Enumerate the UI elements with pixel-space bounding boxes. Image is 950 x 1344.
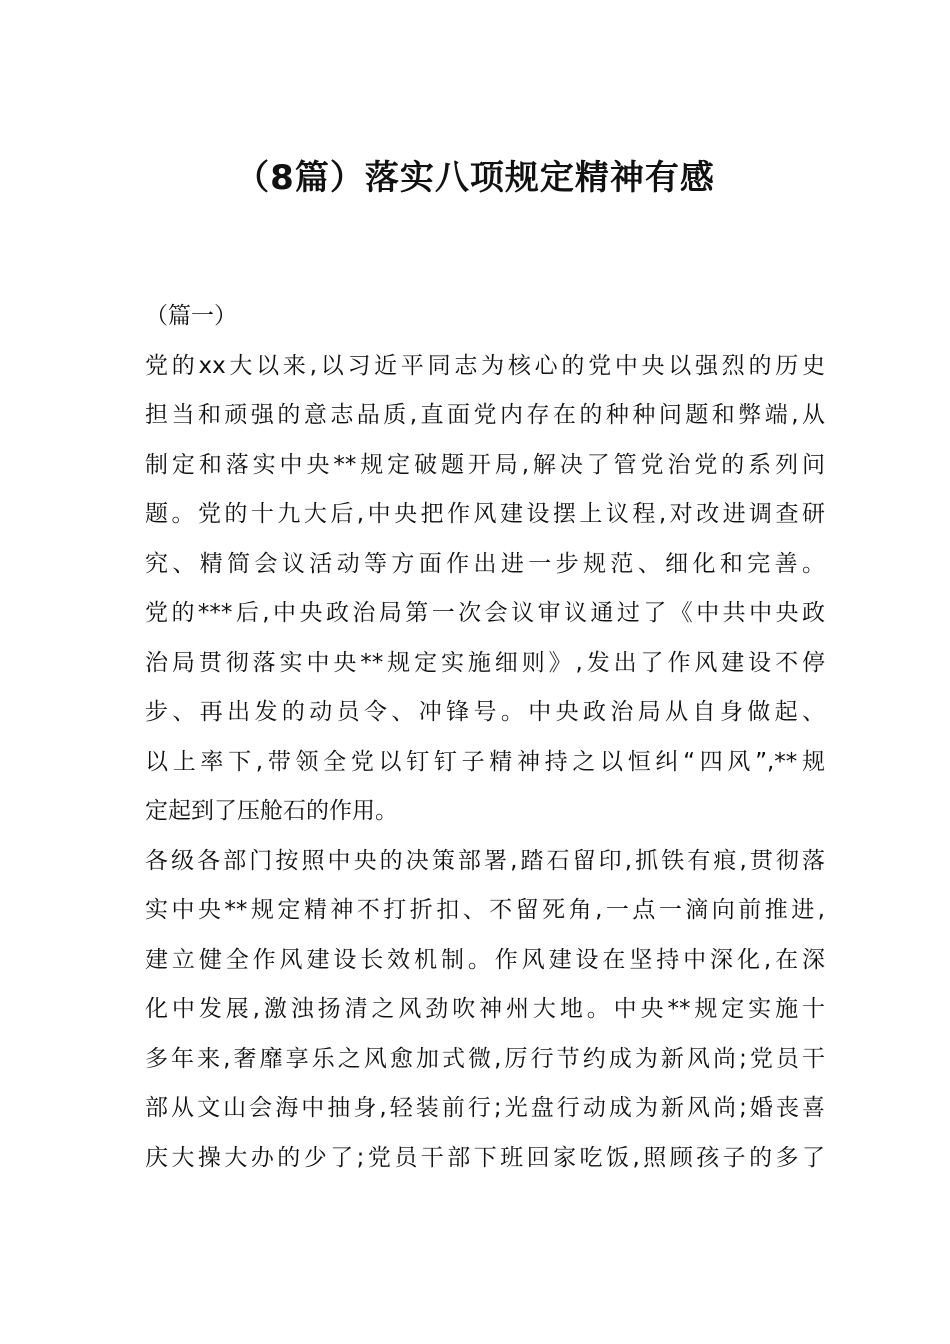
text-line: 治局贯彻落实中央**规定实施细则》,发出了作风建设不停 (145, 649, 825, 676)
text-line: 实中央**规定精神不打折扣、不留死角,一点一滴向前推进, (145, 897, 825, 923)
text-line: 步、再出发的动员令、冲锋号。中央政治局从自身做起、 (145, 699, 825, 725)
text-line: 以上率下,带领全党以钉钉子精神持之以恒纠“四风”,**规 (145, 748, 825, 775)
text-line: 定起到了压舱石的作用。 (145, 798, 398, 824)
text-line: 多年来,奢靡享乐之风愈加式微,厉行节约成为新风尚;党员干 (145, 1045, 825, 1072)
text-line: 题。党的十九大后,中央把作风建设摆上议程,对改进调查研 (145, 501, 825, 527)
text-line: 化中发展,激浊扬清之风劲吹神州大地。中央**规定实施十 (145, 996, 825, 1022)
document-body (145, 292, 825, 1183)
paragraph-1 (145, 342, 825, 590)
text-line: 部从文山会海中抽身,轻装前行;光盘行动成为新风尚;婚丧喜 (145, 1095, 825, 1121)
text-line: 究、精简会议活动等方面作出进一步规范、细化和完善。 (145, 550, 825, 577)
document-title: （8篇）落实八项规定精神有感 (235, 158, 715, 198)
text-line: 担当和顽强的意志品质,直面党内存在的种种问题和弊端,从 (145, 402, 825, 428)
text-line: 党的***后,中央政治局第一次会议审议通过了《中共中央政 (145, 600, 825, 626)
text-line: 党的xx大以来,以习近平同志为核心的党中央以强烈的历史 (145, 352, 825, 379)
text-line: 各级各部门按照中央的决策部署,踏石留印,抓铁有痕,贯彻落 (145, 847, 825, 874)
section-label: （篇一） (145, 303, 237, 329)
paragraph-2 (145, 589, 825, 837)
text-line: 建立健全作风建设长效机制。作风建设在坚持中深化,在深 (145, 946, 825, 973)
text-line: 庆大操大办的少了;党员干部下班回家吃饭,照顾孩子的多了 (145, 1144, 825, 1171)
paragraph-3 (145, 837, 825, 1184)
text-line: 制定和落实中央**规定破题开局,解决了管党治党的系列问 (145, 451, 825, 478)
